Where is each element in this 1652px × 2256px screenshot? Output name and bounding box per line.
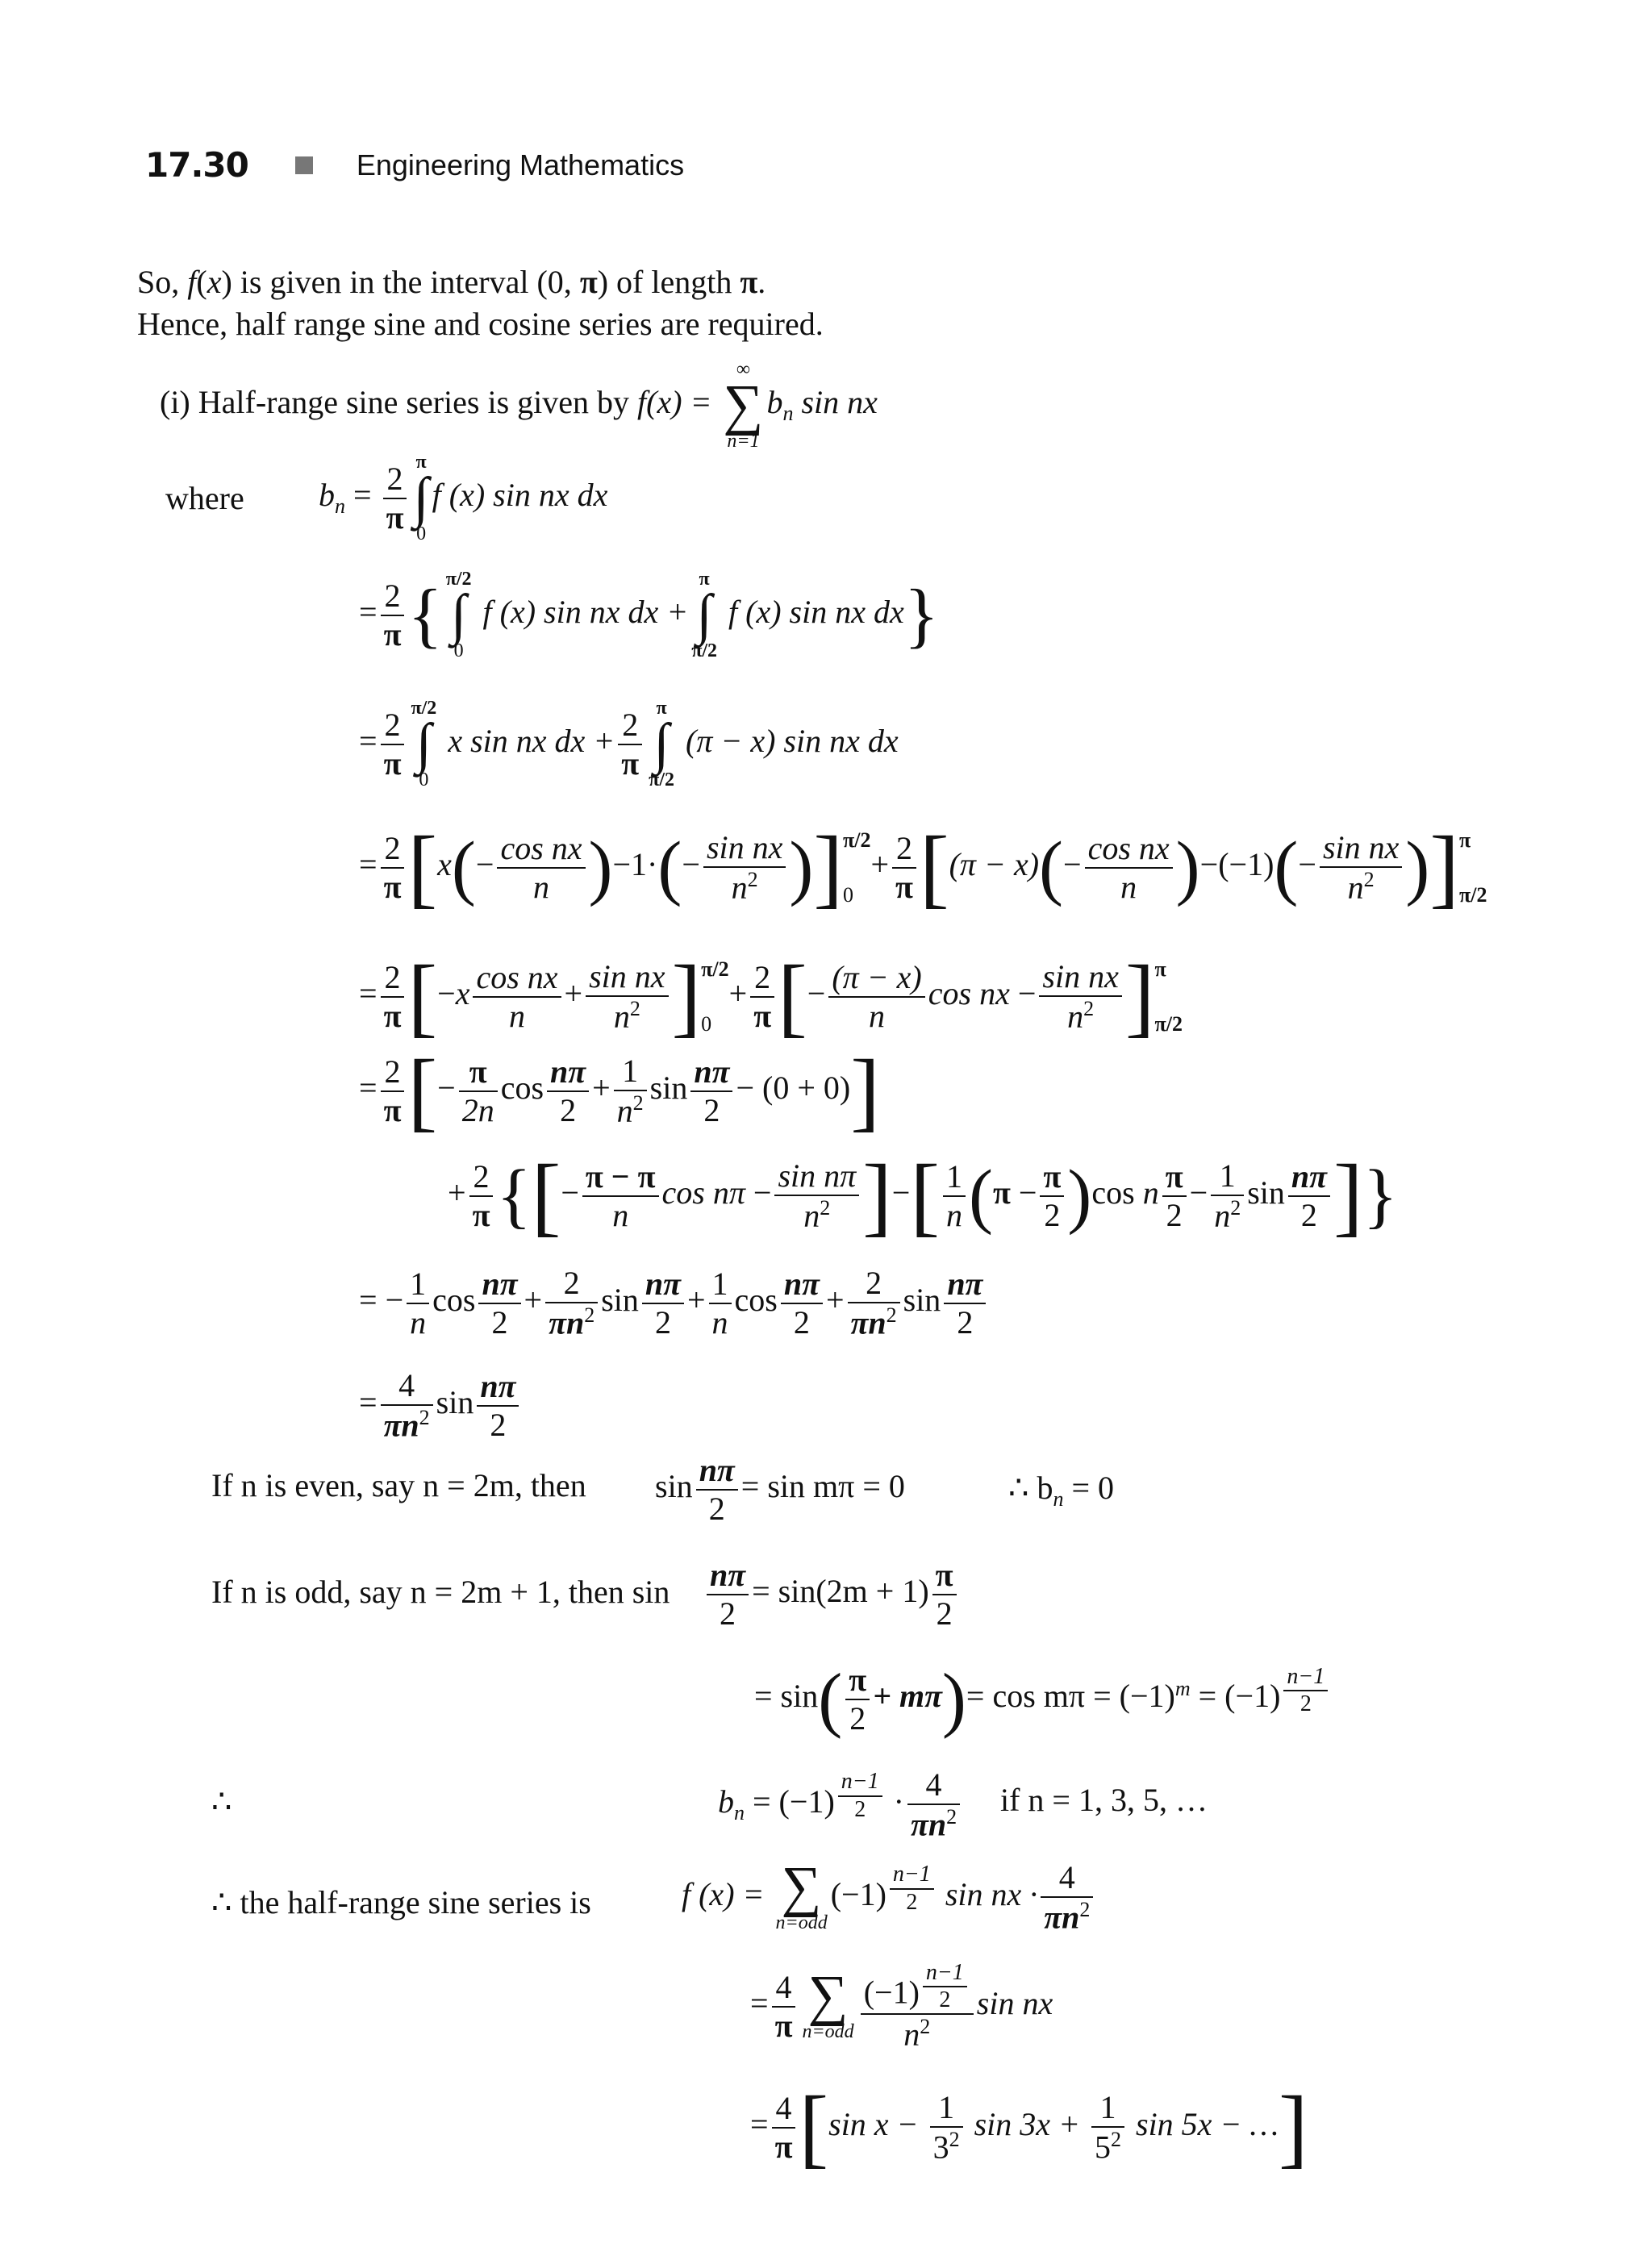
equation-bn-definition: $b_n$ = $\frac{2}{\pi}$ π ∫ 0f (x) sin nx dx [319,452,608,545]
odd-case-simplification: = sin( $\frac{\pi}{2}$ + $m\pi)= \cos m\pi = (-1)^m = (-1)$ $^{\frac{n-1}{2}}$ [754,1662,1331,1737]
header-square-icon [295,156,313,174]
equation-line-3: = $\frac{2}{\pi}$ π/2 ∫ 0 x sin nx dx + $\frac{2}{\pi}$ π ∫ π/2 (π − x) sin nx dx [359,698,899,791]
bn-odd-result: $b_n = (-1)$ $^{\frac{n-1}{2}}$ · $\frac{4}{\pi n^2}$ [718,1766,963,1843]
odd-case-label: If n is odd, say n = 2m + 1, then sin [211,1574,670,1610]
series-equation-1: f (x) = ∑ n=odd(−1) $^{\frac{n-1}{2}}$ sin nx · $\frac{4}{\pi n^2}$ [682,1859,1096,1936]
page-header [145,145,684,185]
equation-line-9: = $\frac{4}{\pi n^2}$ sin $\frac{n\pi}{2}$ [359,1367,522,1444]
page-number: 17.30 [145,145,248,185]
series-equation-2: = $\frac{4}{\pi}$ ∑ n=odd (−1) $^{\frac{n-1}{2}}$ $n^2$ sin nx [750,1960,1053,2053]
equation-line-5: = $\frac{2}{\pi}$ [−x $\frac{\text{cos nx}}{n}$ + $\frac{\text{sin nx}}{n^2}$ ]π/2 0+ $\frac{2}{\pi}$ [− $\frac{(\pi - x)}{n}$ cos nx − $\frac{\text{sin nx}}{n^2}$ ]π π/2 [359,946,1183,1045]
therefore-symbol: ∴ [211,1783,232,1820]
where-label: where [165,480,244,516]
series-equation-3: = $\frac{4}{\pi}$ [sin x − $\frac{1}{3^2}$ sin 3x + $\frac{1}{5^2}$ sin 5x − …] [750,2077,1308,2176]
equation-line-2: = $\frac{2}{\pi}$ { π/2 ∫ 0 f (x) sin nx dx +π ∫ π/2 f (x) sin nx dx} [359,569,939,662]
odd-n-condition: if n = 1, 3, 5, … [1000,1782,1208,1818]
odd-case-equation: $\frac{n\pi}{2}$ = sin(2m + 1) $\frac{\pi}{2}$ [703,1557,960,1633]
book-title: Engineering Mathematics [356,148,685,181]
intro-line-2: Hence, half range sine and cosine series are required. [137,306,824,342]
even-case-equation: sin $\frac{n\pi}{2}$ = sin mπ = 0 [655,1452,905,1527]
equation-line-4: = $\frac{2}{\pi}$ [x(− $\frac{\text{cos nx}}{n}$ )−1·(− $\frac{\text{sin nx}}{n^2}$ )]π/2 0+ $\frac{2}{\pi}$ [(π − x)(− $\frac{\text{cos nx}}{n}$ )−(−1)(− $\frac{\text{sin nx}}{n^2}$ )]π π/2 [359,817,1487,916]
series-label: ∴ the half-range sine series is [211,1884,591,1920]
even-case-label: If n is even, say n = 2m, then [211,1467,586,1503]
equation-line-6: = $\frac{2}{\pi}$ [− $\frac{\pi}{2n}$ cos $\frac{n\pi}{2}$ + $\frac{1}{n^2}$ sin $\frac{n\pi}{2}$ − (0 + 0)] [359,1040,880,1140]
bn-zero-result: ∴ $b_n = 0$ [1008,1470,1115,1511]
equation-line-8: = − $\frac{1}{n}$ cos $\frac{n\pi}{2}$ + $\frac{2}{\pi n^2}$ sin $\frac{n\pi}{2}$ + $\frac{1}{n}$ cos $\frac{n\pi}{2}$ + $\frac{2}{\pi n^2}$ sin $\frac{n\pi}{2}$ [359,1265,989,1341]
half-range-sine-definition: (i) Half-range sine series is given by f(x) = ∞ ∑ $n=1b_n$ sin nx [160,359,878,452]
intro-line-1: So, f(x) is given in the interval (0, π) of length π. [137,264,766,300]
equation-line-7: + $\frac{2}{\pi}$ {[− $\frac{\pi - \pi}{n}$ cos nπ − $\frac{\text{sin nπ}}{n^2}$ ]−[ $\frac{1}{n}$ (π − $\frac{\pi}{2}$ )cos n $\frac{\pi}{2}$ − $\frac{1}{n^2}$ sin $\frac{n\pi}{2}$ ]} [448,1145,1398,1245]
